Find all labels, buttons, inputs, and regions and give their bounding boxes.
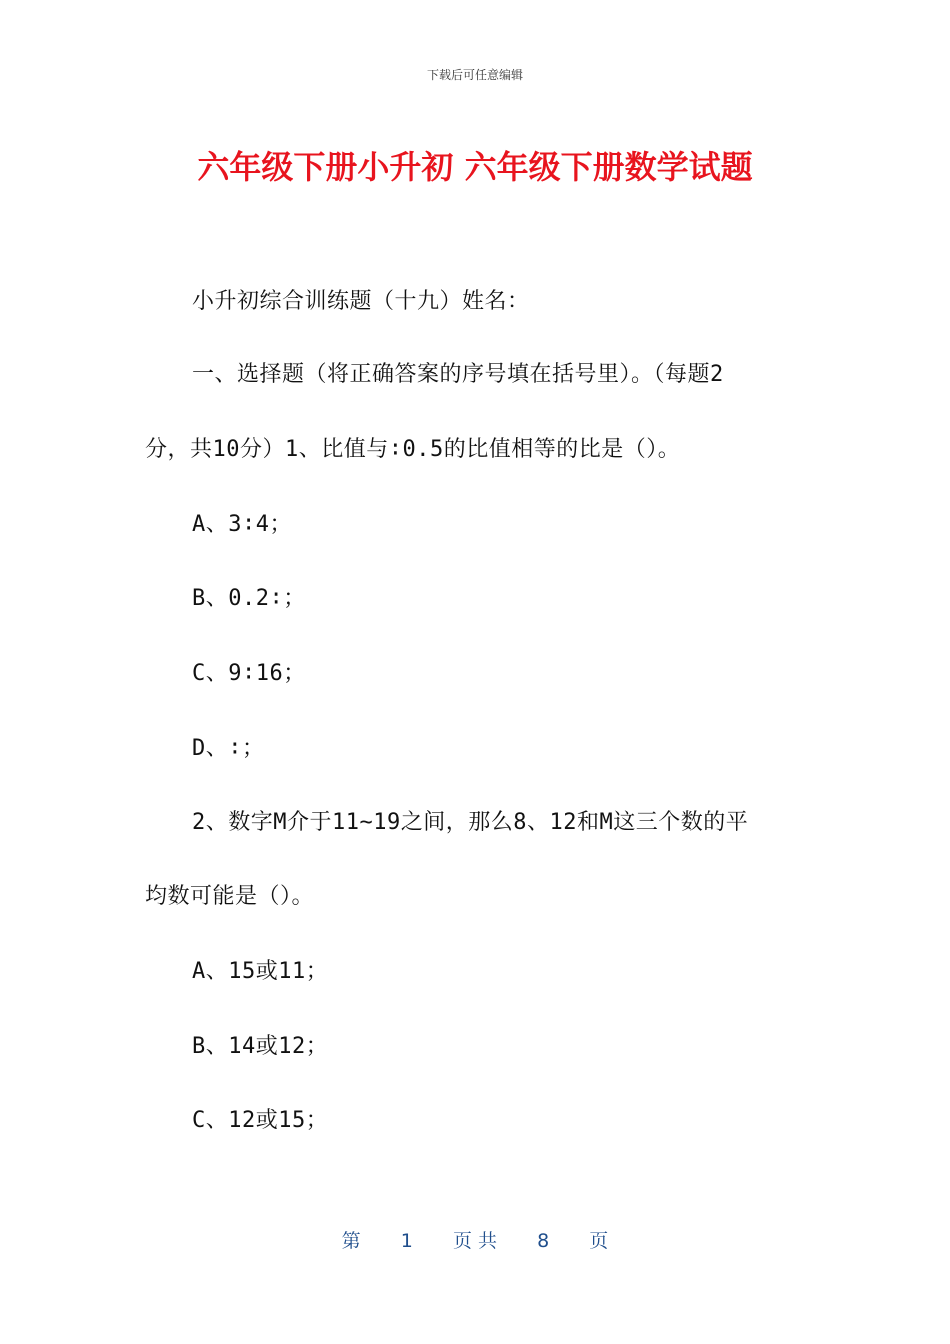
footer-label-page: 第 bbox=[341, 1230, 361, 1252]
footer-label-total: 页 共 bbox=[452, 1230, 498, 1252]
footer-total-pages: 8 bbox=[537, 1230, 550, 1252]
header-note: 下载后可任意编辑 bbox=[426, 68, 523, 82]
q1-option-b: B、0.2∶； bbox=[192, 586, 306, 611]
document-title: 六年级下册小升初 六年级下册数学试题 bbox=[197, 148, 753, 186]
q1-option-c: C、9∶16； bbox=[192, 661, 306, 686]
q2-option-a: A、15或11； bbox=[192, 959, 329, 984]
q1-option-a: A、3∶4； bbox=[192, 512, 292, 537]
footer-current-page: 1 bbox=[400, 1230, 413, 1252]
exam-heading: 小升初综合训练题（十九）姓名： bbox=[192, 289, 530, 314]
footer-label-end: 页 bbox=[589, 1230, 609, 1252]
question-2-text: 2、数字M介于11~19之间，那么8、12和M这三个数的平 bbox=[192, 810, 749, 835]
page-footer bbox=[0, 1226, 950, 1253]
q2-option-c: C、12或15； bbox=[192, 1108, 329, 1133]
question-2-text-cont: 均数可能是（）。 bbox=[145, 884, 315, 909]
question-1-text: 分，共10分）1、比值与∶0.5的比值相等的比是（）。 bbox=[145, 437, 681, 462]
q2-option-b: B、14或12； bbox=[192, 1034, 329, 1059]
q1-option-d: D、∶； bbox=[192, 736, 265, 761]
section-instruction: 一、选择题（将正确答案的序号填在括号里）。（每题2 bbox=[192, 362, 724, 387]
